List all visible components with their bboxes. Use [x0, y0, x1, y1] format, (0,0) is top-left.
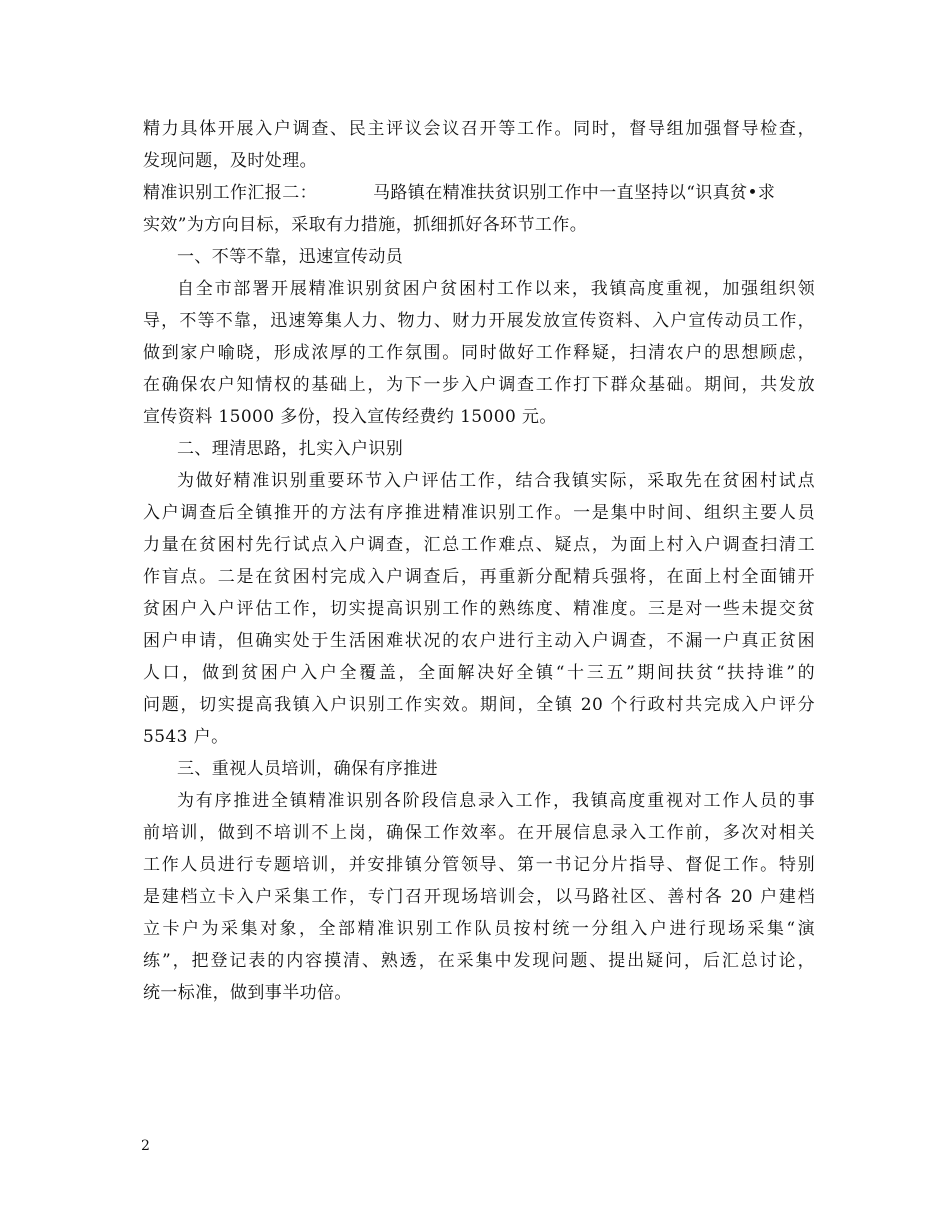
text-line: 练”，把登记表的内容摸清、熟透，在采集中发现问题、提出疑问，后汇总讨论， — [143, 951, 815, 971]
document-body — [143, 113, 815, 1009]
text-line: 是建档立卡入户采集工作，专门召开现场培训会，以马路社区、善村各 20 户建档 — [143, 887, 815, 907]
text-line: 人口，做到贫困户入户全覆盖，全面解决好全镇“十三五”期间扶贫“扶持谁”的 — [143, 663, 815, 683]
text-line: 前培训，做到不培训不上岗，确保工作效率。在开展信息录入工作前，多次对相关 — [143, 823, 815, 843]
text-line: 在确保农户知情权的基础上，为下一步入户调查工作打下群众基础。期间，共发放 — [143, 375, 815, 395]
text-line: 实效”为方向目标，采取有力措施，抓细抓好各环节工作。 — [143, 215, 588, 235]
text-line: 5543 户。 — [143, 727, 229, 747]
text-line: 问题，切实提高我镇入户识别工作实效。期间，全镇 20 个行政村共完成入户评分 — [143, 695, 815, 715]
text-line — [143, 177, 815, 209]
section-label: 精准识别工作汇报二： — [143, 183, 317, 203]
text-line: 一、不等不靠，迅速宣传动员 — [177, 247, 404, 267]
text-line: 困户申请，但确实处于生活困难状况的农户进行主动入户调查，不漏一户真正贫困 — [143, 631, 815, 651]
text-line: 作盲点。二是在贫困村完成入户调查后，再重新分配精兵强将，在面上村全面铺开 — [143, 567, 815, 587]
text-line: 统一标准，做到事半功倍。 — [143, 983, 352, 1003]
text-line: 宣传资料 15000 多份，投入宣传经费约 15000 元。 — [143, 407, 557, 427]
text-line: 为做好精准识别重要环节入户评估工作，结合我镇实际，采取先在贫困村试点 — [177, 471, 815, 491]
text-line: 导，不等不靠，迅速筹集人力、物力、财力开展发放宣传资料、入户宣传动员工作， — [143, 311, 815, 331]
text-line: 力量在贫困村先行试点入户调查，汇总工作难点、疑点，为面上村入户调查扫清工 — [143, 535, 815, 555]
section-text: 马路镇在精准扶贫识别工作中一直坚持以“识真贫•求 — [373, 183, 776, 203]
text-line: 做到家户喻晓，形成浓厚的工作氛围。同时做好工作释疑，扫清农户的思想顾虑， — [143, 343, 815, 363]
text-line: 发现问题，及时处理。 — [143, 151, 317, 171]
text-line: 入户调查后全镇推开的方法有序推进精准识别工作。一是集中时间、组织主要人员 — [143, 503, 815, 523]
text-line: 贫困户入户评估工作，切实提高识别工作的熟练度、精准度。三是对一些未提交贫 — [143, 599, 815, 619]
text-line: 为有序推进全镇精准识别各阶段信息录入工作，我镇高度重视对工作人员的事 — [177, 791, 815, 811]
text-line: 自全市部署开展精准识别贫困户贫困村工作以来，我镇高度重视，加强组织领 — [177, 279, 815, 299]
text-line: 工作人员进行专题培训，并安排镇分管领导、第一书记分片指导、督促工作。特别 — [143, 855, 815, 875]
text-line: 立卡户为采集对象，全部精准识别工作队员按村统一分组入户进行现场采集“演 — [143, 919, 815, 939]
text-line: 三、重视人员培训，确保有序推进 — [177, 759, 438, 779]
page-number: 2 — [141, 1138, 150, 1154]
text-line: 精力具体开展入户调查、民主评议会议召开等工作。同时，督导组加强督导检查， — [143, 119, 815, 139]
text-line: 二、理清思路，扎实入户识别 — [177, 439, 404, 459]
